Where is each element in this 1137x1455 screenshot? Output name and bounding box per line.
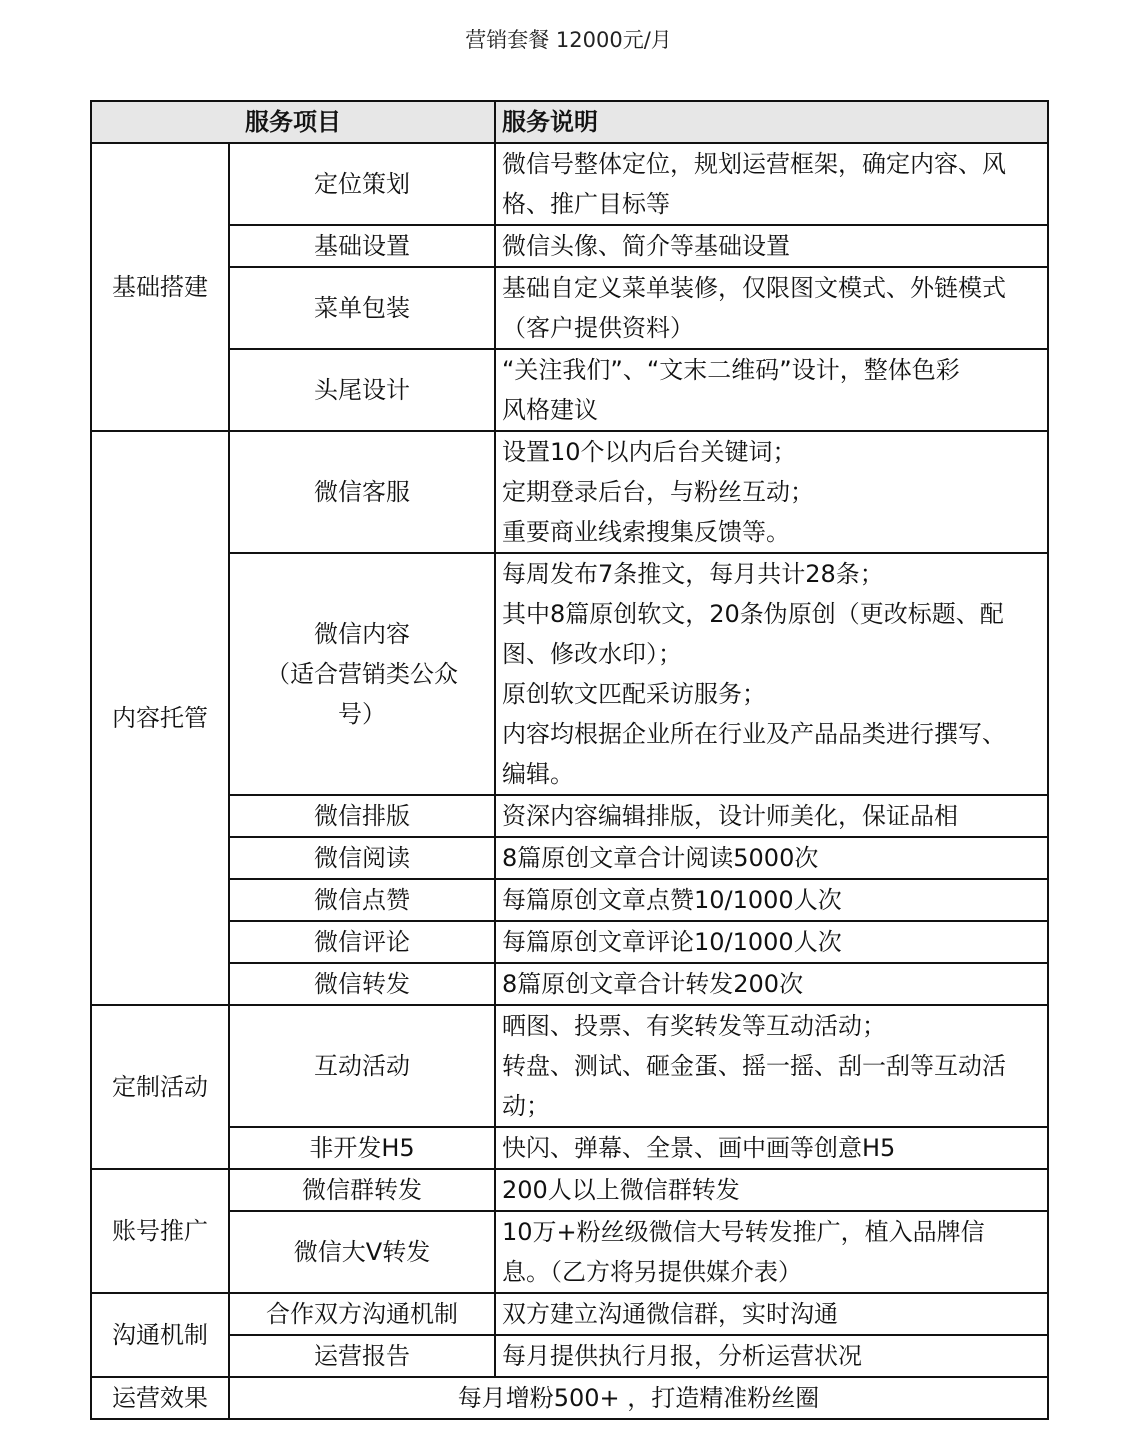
category-cell: 沟通机制 [91, 1293, 229, 1377]
service-description-line: 转盘、测试、砸金蛋、摇一摇、刮一刮等互动活 [502, 1052, 1006, 1080]
category-cell: 内容托管 [91, 431, 229, 1005]
table-row [91, 267, 1048, 349]
service-description-line: 每篇原创文章评论10/1000人次 [502, 928, 842, 956]
table-row [91, 143, 1048, 225]
service-description-cell [495, 1169, 1048, 1211]
service-item-cell [229, 225, 495, 267]
service-description-line: 资深内容编辑排版，设计师美化，保证品相 [502, 802, 958, 830]
service-item-line: 微信点赞 [314, 886, 410, 914]
service-item-cell [229, 1293, 495, 1335]
service-description-line: “关注我们”、“文末二维码”设计，整体色彩 [502, 356, 960, 384]
service-description-line: 10万+粉丝级微信大号转发推广，植入品牌信 [502, 1218, 985, 1246]
service-item-cell [229, 553, 495, 795]
service-item-cell [229, 795, 495, 837]
service-description-line: 每月提供执行月报，分析运营状况 [502, 1342, 862, 1370]
service-description-cell [495, 267, 1048, 349]
service-item-line: 基础设置 [314, 232, 410, 260]
service-description-cell [495, 837, 1048, 879]
service-description-cell [495, 795, 1048, 837]
table-row [91, 553, 1048, 795]
service-item-line: 合作双方沟通机制 [266, 1300, 458, 1328]
service-description-line: （客户提供资料） [502, 314, 694, 342]
service-description-line: 微信头像、简介等基础设置 [502, 232, 790, 260]
service-item-cell [229, 143, 495, 225]
service-item-line: 运营报告 [314, 1342, 410, 1370]
service-description-line: 晒图、投票、有奖转发等互动活动； [502, 1012, 886, 1040]
service-description-cell [495, 225, 1048, 267]
service-item-line: 微信客服 [314, 478, 410, 506]
service-description-line: 每篇原创文章点赞10/1000人次 [502, 886, 842, 914]
footer-row [91, 1377, 1048, 1419]
service-description-cell [495, 1293, 1048, 1335]
service-item-line: 微信大V转发 [293, 1238, 431, 1266]
service-description-line: 定期登录后台，与粉丝互动； [502, 478, 814, 506]
service-description-cell [495, 963, 1048, 1005]
service-description-line: 图、修改水印）； [502, 640, 682, 668]
service-description-line: 双方建立沟通微信群，实时沟通 [502, 1300, 838, 1328]
category-cell: 账号推广 [91, 1169, 229, 1293]
service-description-line: 200人以上微信群转发 [502, 1176, 740, 1204]
category-cell: 运营效果 [91, 1377, 229, 1419]
service-description-line: 内容均根据企业所在行业及产品品类进行撰写、 [502, 720, 1006, 748]
service-item-cell [229, 1005, 495, 1127]
service-description-cell [495, 1211, 1048, 1293]
category-cell: 基础搭建 [91, 143, 229, 431]
service-item-cell [229, 1169, 495, 1211]
service-item-line: 微信阅读 [314, 844, 410, 872]
service-description-cell [495, 1127, 1048, 1169]
service-description-line: 动； [502, 1092, 550, 1120]
service-item-line: 微信群转发 [302, 1176, 422, 1204]
service-item-line: （适合营销类公众 [266, 660, 458, 688]
service-item-cell [229, 837, 495, 879]
service-item-cell [229, 879, 495, 921]
service-description-line: 风格建议 [502, 396, 598, 424]
table-body [91, 143, 1048, 1419]
service-item-cell [229, 1211, 495, 1293]
service-table [90, 100, 1049, 1420]
service-item-line: 非开发H5 [309, 1134, 415, 1162]
service-item-cell [229, 1335, 495, 1377]
service-item-cell [229, 963, 495, 1005]
service-item-line: 微信评论 [314, 928, 410, 956]
service-description-cell [495, 1005, 1048, 1127]
table-row [91, 225, 1048, 267]
category-cell: 定制活动 [91, 1005, 229, 1169]
service-description-line: 编辑。 [502, 760, 574, 788]
service-item-line: 头尾设计 [314, 376, 410, 404]
service-item-cell [229, 267, 495, 349]
table-row [91, 837, 1048, 879]
service-description-line: 8篇原创文章合计阅读5000次 [502, 844, 819, 872]
service-description-line: 快闪、弹幕、全景、画中画等创意H5 [502, 1134, 896, 1162]
table-row [91, 1293, 1048, 1335]
service-description-line: 微信号整体定位，规划运营框架，确定内容、风 [502, 150, 1006, 178]
service-item-cell [229, 921, 495, 963]
service-item-line: 微信排版 [314, 802, 410, 830]
header-service-description: 服务说明 [495, 101, 1048, 143]
service-description-cell [495, 553, 1048, 795]
service-item-line: 号） [338, 700, 386, 728]
table-row [91, 1005, 1048, 1127]
table-row [91, 963, 1048, 1005]
table-row [91, 879, 1048, 921]
service-description-line: 原创软文匹配采访服务； [502, 680, 766, 708]
service-item-line: 菜单包装 [314, 294, 410, 322]
service-item-line: 定位策划 [314, 170, 410, 198]
footer-description-cell: 每月增粉500+ ，打造精准粉丝圈 [229, 1377, 1048, 1419]
service-item-line: 微信转发 [314, 970, 410, 998]
header-service-item: 服务项目 [91, 101, 495, 143]
service-description-cell [495, 879, 1048, 921]
service-description-line: 8篇原创文章合计转发200次 [502, 970, 804, 998]
service-description-line: 每周发布7条推文，每月共计28条； [502, 560, 884, 588]
service-description-cell [495, 431, 1048, 553]
service-description-line: 其中8篇原创软文，20条伪原创（更改标题、配 [502, 600, 1004, 628]
table-row [91, 431, 1048, 553]
service-description-cell [495, 349, 1048, 431]
service-item-cell [229, 431, 495, 553]
table-row [91, 1335, 1048, 1377]
service-description-line: 设置10个以内后台关键词； [502, 438, 797, 466]
service-description-line: 重要商业线索搜集反馈等。 [502, 518, 790, 546]
service-item-line: 互动活动 [314, 1052, 410, 1080]
service-description-line: 息。（乙方将另提供媒介表） [502, 1258, 802, 1286]
service-item-line: 微信内容 [314, 620, 410, 648]
service-description-cell [495, 143, 1048, 225]
table-row [91, 921, 1048, 963]
table-row [91, 1127, 1048, 1169]
table-row [91, 349, 1048, 431]
service-description-cell [495, 921, 1048, 963]
service-item-cell [229, 1127, 495, 1169]
service-description-line: 基础自定义菜单装修，仅限图文模式、外链模式 [502, 274, 1006, 302]
table-row [91, 1211, 1048, 1293]
table-header-row [91, 101, 1048, 143]
service-description-line: 格、推广目标等 [502, 190, 670, 218]
table-row [91, 1169, 1048, 1211]
service-item-cell [229, 349, 495, 431]
document-title: 营销套餐 12000元/月 [465, 28, 672, 52]
table-row [91, 795, 1048, 837]
service-description-cell [495, 1335, 1048, 1377]
